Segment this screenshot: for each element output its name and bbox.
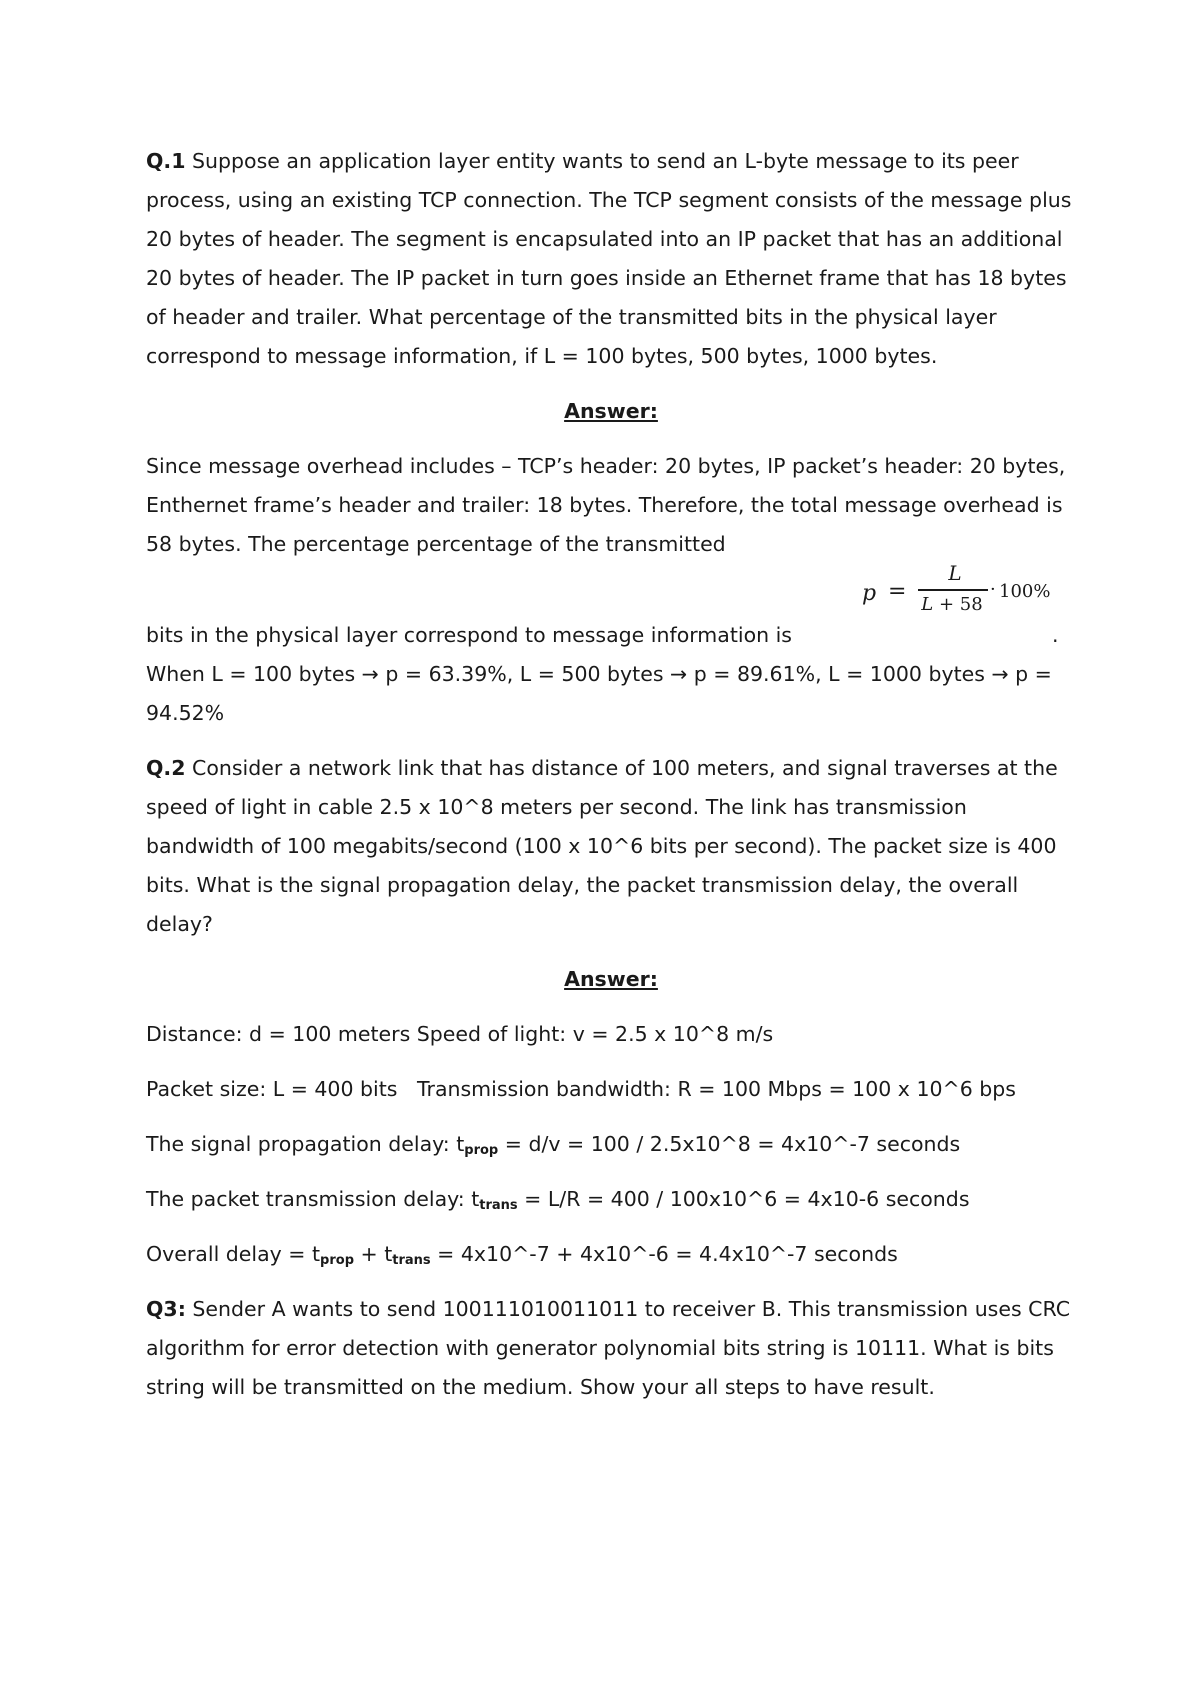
transmission-delay-line: [146, 1180, 1076, 1219]
overall-prop-subscript: prop: [320, 1253, 355, 1268]
percentage-formula: [862, 561, 1052, 636]
formula-p: p: [862, 581, 877, 606]
answer-2-line-2: Packet size: L = 400 bits Transmission bandwidth: R = 100 Mbps = 100 x 10^6 bps: [146, 1077, 1016, 1101]
transmission-delay-suffix: = L/R = 400 / 100x10^6 = 4x10-6 seconds: [517, 1187, 970, 1211]
answer-2-heading: Answer:: [564, 967, 658, 991]
formula-denominator-var: L: [921, 594, 934, 615]
overall-delay-line: [146, 1235, 1076, 1274]
overall-delay-prefix: Overall delay = t: [146, 1242, 321, 1266]
transmission-subscript: trans: [479, 1198, 518, 1213]
propagation-delay-prefix: The signal propagation delay: t: [146, 1132, 465, 1156]
formula-denominator: [912, 594, 992, 616]
question-2-label: Q.2: [146, 756, 186, 780]
formula-percent: 100%: [999, 581, 1051, 602]
overall-delay-suffix: = 4x10^-7 + 4x10^-6 = 4.4x10^-7 seconds: [430, 1242, 898, 1266]
answer-1-paragraph-3: When L = 100 bytes → p = 63.39%, L = 500 bytes → p = 89.61%, L = 1000 bytes → p = 94.52%: [146, 662, 1052, 725]
answer-2-line-1: Distance: d = 100 meters Speed of light: v = 2.5 x 10^8 m/s: [146, 1022, 774, 1046]
question-3-label: Q3:: [146, 1297, 186, 1321]
formula-equals: =: [888, 579, 907, 604]
question-2: [146, 749, 1076, 944]
propagation-delay-line: [146, 1125, 1076, 1164]
answer-1-paragraph-1: Since message overhead includes – TCP’s header: 20 bytes, IP packet’s header: 20 bytes, Enthernet frame’s header and trailer: 18 bytes. Therefore, the total message overhead is 58 bytes. The percentage percentage of the transmitted: [146, 454, 1066, 556]
overall-trans-subscript: trans: [392, 1253, 431, 1268]
formula-denominator-rest: + 58: [933, 594, 983, 615]
answer-1-heading: Answer:: [564, 399, 658, 423]
question-3: [146, 1290, 1076, 1407]
question-3-text: Sender A wants to send 100111010011011 to receiver B. This transmission uses CRC algorithm for error detection with generator polynomial bits string is 10111. What is bits string will be transmitted on the medium. Show your all steps to have result.: [146, 1297, 1071, 1399]
question-1: [146, 142, 1076, 376]
question-2-text: Consider a network link that has distance of 100 meters, and signal traverses at the speed of light in cable 2.5 x 10^8 meters per second. The link has transmission bandwidth of 100 megabits/second (100 x 10^6 bits per second). The packet size is 400 bits. What is the signal propagation delay, the packet transmission delay, the overall delay?: [146, 756, 1058, 936]
document-body: [146, 142, 1076, 1407]
overall-delay-mid: + t: [354, 1242, 393, 1266]
transmission-delay-prefix: The packet transmission delay: t: [146, 1187, 480, 1211]
question-1-text: Suppose an application layer entity wants to send an L-byte message to its peer process, using an existing TCP connection. The TCP segment consists of the message plus 20 bytes of header. The segment is encapsulated into an IP packet that has an additional 20 bytes of header. The IP packet in turn goes inside an Ethernet frame that has 18 bytes of header and trailer. What percentage of the transmitted bits in the physical layer correspond to message information, if L = 100 bytes, 500 bytes, 1000 bytes.: [146, 149, 1072, 368]
propagation-delay-suffix: = d/v = 100 / 2.5x10^8 = 4x10^-7 seconds: [498, 1132, 961, 1156]
formula-numerator: L: [948, 561, 962, 585]
formula-fraction-bar: [918, 589, 988, 591]
propagation-subscript: prop: [464, 1143, 499, 1158]
answer-1-paragraph-2-text: bits in the physical layer correspond to message information is: [146, 623, 792, 647]
question-1-label: Q.1: [146, 149, 186, 173]
answer-1-paragraph-2: [146, 561, 1076, 655]
formula-times: ·: [990, 579, 996, 600]
answer-1-paragraph-2-end: .: [1052, 623, 1059, 647]
